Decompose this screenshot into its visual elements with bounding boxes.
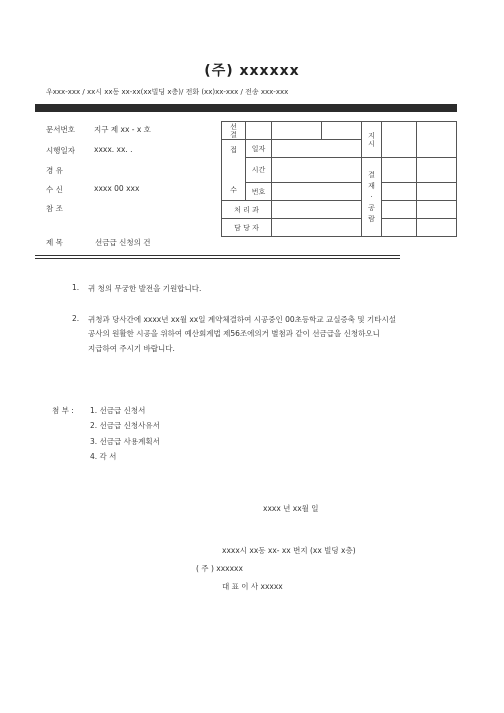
routing-time-label: 시간: [246, 158, 272, 183]
routing-dot: ·: [370, 192, 373, 201]
routing-approval-box-6: [417, 201, 457, 219]
attachment-item: 3. 선금급 사용계획서: [90, 437, 160, 446]
paragraph-1-text: 귀 청의 무궁한 발전을 기원합니다.: [88, 284, 202, 293]
routing-seongyeol-box-1: [246, 122, 272, 140]
routing-jeop: 접: [230, 146, 237, 154]
routing-approval-box-3: [382, 183, 417, 201]
routing-si: 시: [368, 139, 375, 148]
issue-date-label: 시행일자: [46, 146, 75, 155]
footer-address: xxxx시 xx동 xx- xx 번지 (xx 빌딩 x층): [222, 546, 356, 555]
routing-su: 수: [230, 186, 237, 194]
paragraph-2-line-1: 귀청과 당사간에 xxxx년 xx월 xx일 계약체결하여 시공중인 00초등학교 교실증축 및 기타시설: [88, 315, 396, 324]
header-divider-bar: [35, 104, 457, 112]
routing-handling-dept-value: [272, 201, 362, 219]
routing-time-value: [272, 158, 362, 183]
paragraph-2-number: 2.: [72, 314, 80, 323]
routing-jeopsu-cell: [222, 140, 246, 201]
routing-person-value: [272, 219, 362, 237]
routing-seongyeol-cell: [222, 122, 246, 140]
routing-gong: 공: [368, 203, 375, 212]
routing-approval-box-4: [417, 183, 457, 201]
routing-table: [221, 121, 457, 237]
issue-date-value: xxxx. xx. .: [94, 145, 133, 154]
doc-number-value: 지구 제 xx - x 호: [94, 125, 151, 134]
routing-date-label: 일자: [246, 140, 272, 158]
routing-handling-dept-label: 처 리 과: [222, 201, 272, 219]
routing-jisi-box-2: [417, 122, 457, 158]
footer-date: xxxx 년 xx월 일: [263, 504, 319, 513]
routing-number-value: [272, 183, 362, 201]
recipient-label: 수 신: [46, 185, 63, 194]
reference-label: 참 조: [46, 204, 63, 213]
company-address: 우xxx-xxx / xx시 xx동 xx-xx(xx빌딩 x층)/ 전화 (xx)xx-xxx / 전송 xxx-xxx: [46, 88, 289, 96]
paragraph-1-number: 1.: [72, 283, 80, 292]
routing-jisi-box-1: [382, 122, 417, 158]
subject-value: 선금급 신청의 건: [95, 238, 151, 247]
routing-jisi-cell: [362, 122, 382, 158]
routing-seongyeol-box-2: [272, 122, 322, 140]
routing-approval-box-7: [382, 219, 417, 237]
paragraph-2-line-2: 공사의 원활한 시공을 위하여 예산회계법 제56조에의거 별첨과 같이 선금급을 신청하오니: [88, 329, 380, 338]
attachments-label: 첨 부 :: [52, 406, 74, 415]
routing-number-label: 번호: [246, 183, 272, 201]
routing-ji: 지: [368, 131, 375, 140]
via-label: 경 유: [46, 166, 63, 175]
company-title: (주) xxxxxx: [204, 63, 300, 79]
routing-approval-box-1: [382, 158, 417, 183]
routing-date-value: [272, 140, 362, 158]
routing-jae: 재: [368, 181, 375, 190]
routing-gyeol: 결: [230, 130, 237, 139]
routing-ram: 람: [368, 214, 375, 223]
subject-label: 제 목: [46, 238, 63, 247]
attachment-item: 1. 선금급 신청서: [90, 406, 146, 415]
recipient-value: xxxx 00 xxx: [94, 184, 140, 193]
routing-approval-box-5: [382, 201, 417, 219]
routing-approval-box-8: [417, 219, 457, 237]
routing-seongyeol-box-3: [322, 122, 362, 140]
footer-company: ( 주 ) xxxxxx: [196, 564, 243, 573]
doc-number-label: 문서번호: [46, 125, 75, 134]
paragraph-2-line-3: 지급하여 주시기 바랍니다.: [88, 344, 175, 353]
footer-ceo: 대 표 이 사 xxxxx: [222, 582, 283, 591]
routing-seon: 선: [230, 122, 237, 131]
attachment-item: 4. 각 서: [90, 452, 117, 461]
routing-gyeol2: 결: [368, 170, 375, 179]
routing-approval-cell: [362, 158, 382, 237]
attachment-item: 2. 선금급 신청사유서: [90, 421, 160, 430]
subject-underline: [35, 255, 400, 259]
routing-approval-box-2: [417, 158, 457, 183]
routing-person-label: 담 당 자: [222, 219, 272, 237]
